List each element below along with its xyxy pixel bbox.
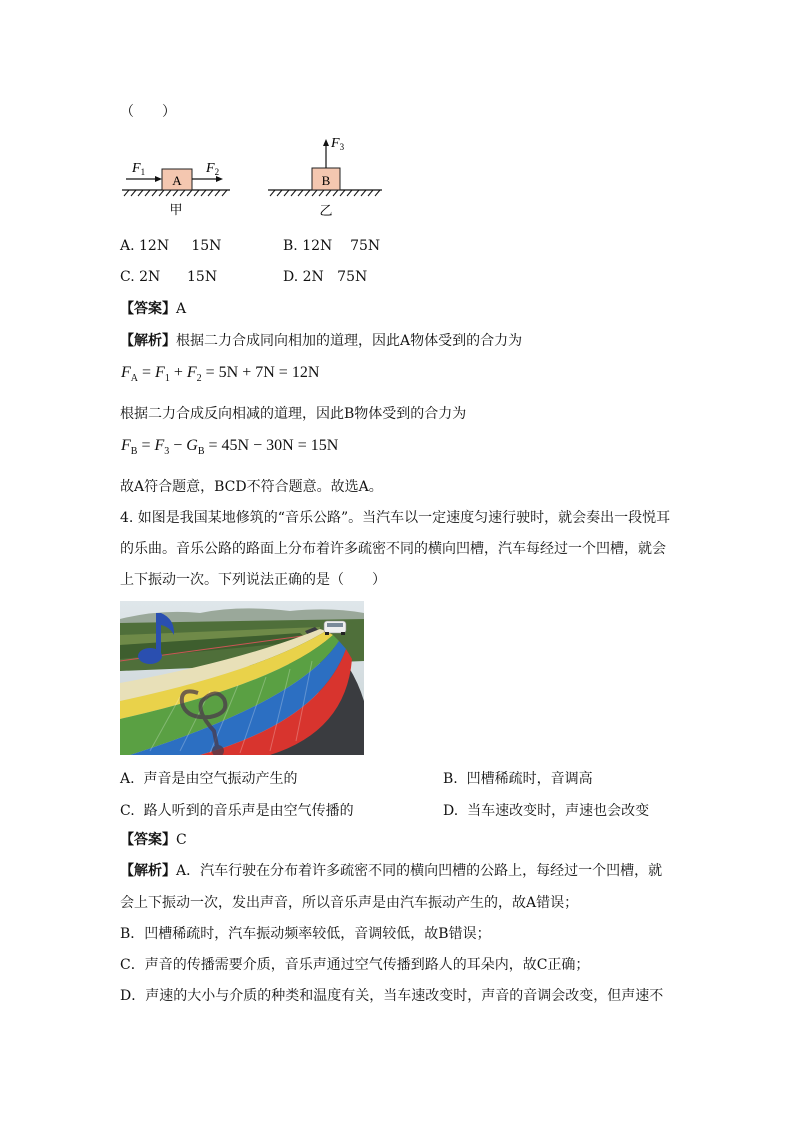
q3-option-b: B. 12N 75N	[283, 238, 381, 254]
q4-answer: 【答案】C	[120, 832, 187, 848]
diagram-yi	[268, 136, 382, 218]
q3-option-a: A. 12N 15N	[120, 238, 222, 254]
label-f2: $F_2$	[206, 161, 220, 177]
q3-option-d: D. 2N 75N	[283, 269, 368, 285]
formula-fa	[121, 364, 319, 384]
q4-option-c: C. 路人听到的音乐声是由空气传播的	[120, 803, 354, 819]
music-road-photo	[120, 601, 364, 755]
car-icon	[324, 621, 346, 635]
caption-yi: 乙	[319, 203, 333, 218]
formula-fb	[121, 437, 338, 457]
label-f3: $F_3$	[331, 136, 345, 152]
arrow-f1-icon	[155, 176, 162, 182]
q4-stem-3: 上下振动一次。下列说法正确的是（ ）	[120, 572, 386, 588]
q4-analysis-b: B．凹槽稀疏时，汽车振动频率较低，音调较低，故B错误；	[120, 926, 491, 942]
block-a-label: A	[172, 173, 182, 188]
q4-stem-1: 4. 如图是我国某地修筑的“音乐公路”。当汽车以一定速度匀速行驶时，就会奏出一段悦耳	[120, 510, 671, 526]
q4-analysis-a2: 会上下振动一次，发出声音，所以音乐声是由汽车振动产生的，故A错误；	[120, 895, 579, 911]
q3-analysis-2: 根据二力合成反向相减的道理，因此B物体受到的合力为	[120, 406, 467, 422]
q4-analysis-a1: 【解析】A．汽车行驶在分布着许多疏密不同的横向凹槽的公路上，每经过一个凹槽，就	[120, 863, 663, 879]
q4-option-b: B. 凹槽稀疏时，音调高	[443, 771, 593, 787]
q3-option-c: C. 2N 15N	[120, 269, 218, 285]
q3-answer: 【答案】A	[120, 301, 187, 317]
arrow-f3-icon	[323, 139, 329, 146]
formula-fb-text: $F_B = F_3 - G_B = 45N - 30N = 15N$	[121, 437, 339, 458]
q4-option-d: D. 当车速改变时，声速也会改变	[443, 803, 650, 819]
label-f1: $F_1$	[132, 161, 146, 177]
block-b-label: B	[321, 173, 331, 188]
force-diagram	[118, 132, 398, 227]
formula-fa-text: $F_A = F_1 + F_2 = 5N + 7N = 12N$	[121, 364, 320, 385]
q4-analysis-c: C．声音的传播需要介质，音乐声通过空气传播到路人的耳朵内，故C正确；	[120, 957, 590, 973]
caption-jia: 甲	[169, 202, 183, 217]
q4-option-a: A. 声音是由空气振动产生的	[120, 771, 298, 787]
q3-analysis-1: 【解析】根据二力合成同向相加的道理，因此A物体受到的合力为	[120, 333, 523, 349]
q4-analysis-d: D．声速的大小与介质的种类和温度有关，当车速改变时，声音的音调会改变，但声速不	[120, 988, 664, 1004]
q3-analysis-3: 故A符合题意，BCD不符合题意。故选A。	[120, 479, 383, 495]
q4-stem-2: 的乐曲。音乐公路的路面上分布着许多疏密不同的横向凹槽，汽车每经过一个凹槽，就会	[120, 541, 666, 557]
diagram-jia	[122, 161, 230, 217]
question-bracket: （ ）	[120, 104, 176, 120]
